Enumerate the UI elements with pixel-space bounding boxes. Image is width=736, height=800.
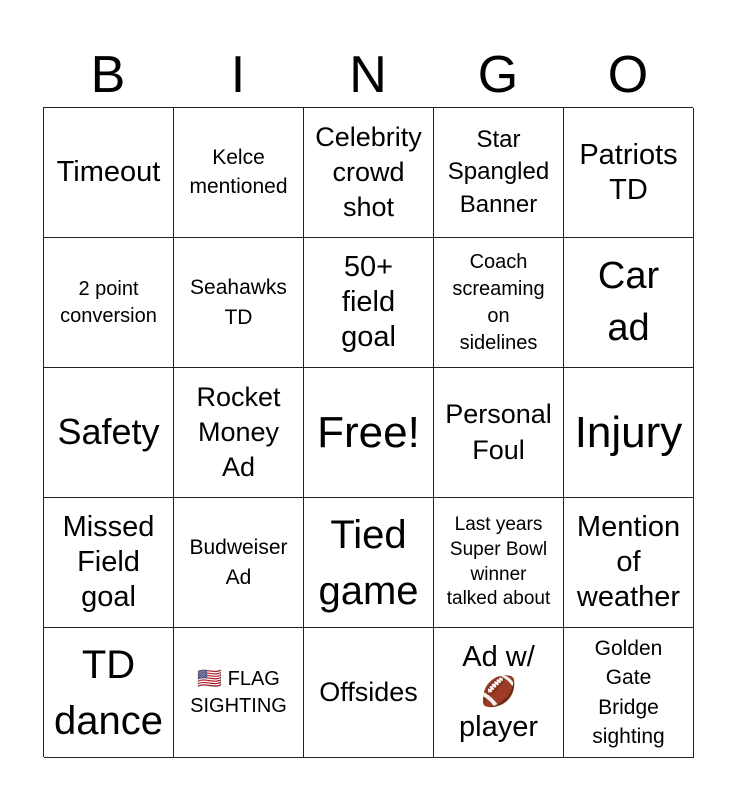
- bingo-cell[interactable]: [564, 628, 694, 758]
- bingo-cell[interactable]: [174, 368, 304, 498]
- cell-label: Offsides: [319, 676, 418, 707]
- bingo-cell[interactable]: [434, 498, 564, 628]
- bingo-cell[interactable]: [564, 498, 694, 628]
- cell-label: Injury: [574, 407, 683, 457]
- cell-label: Ad w/ 🏈 player: [459, 641, 538, 743]
- bingo-cell[interactable]: [434, 628, 564, 758]
- cell-label: Golden Gate Bridge sighting: [592, 636, 665, 748]
- cell-label: TD dance: [54, 642, 163, 743]
- cell-label: Missed Field goal: [62, 511, 155, 613]
- cell-label: 2 point conversion: [60, 277, 157, 327]
- bingo-cell[interactable]: [304, 628, 434, 758]
- cell-label: Patriots TD: [579, 138, 678, 206]
- bingo-cell[interactable]: [174, 108, 304, 238]
- cell-label: Budweiser Ad: [189, 536, 288, 589]
- bingo-cell[interactable]: [434, 238, 564, 368]
- bingo-cell[interactable]: [304, 498, 434, 628]
- cell-label: Rocket Money Ad: [196, 381, 281, 483]
- header-letter-o: O: [607, 46, 649, 104]
- bingo-cell[interactable]: [564, 108, 694, 238]
- bingo-cell[interactable]: [434, 368, 564, 498]
- free-space-cell[interactable]: [304, 368, 434, 498]
- header-letter-b: B: [90, 46, 126, 104]
- bingo-cell[interactable]: [44, 108, 174, 238]
- bingo-cell[interactable]: [564, 368, 694, 498]
- bingo-cell[interactable]: [564, 238, 694, 368]
- cell-label: Car ad: [597, 255, 660, 349]
- cell-label: Seahawks TD: [190, 276, 287, 329]
- bingo-card-grid: [43, 107, 693, 757]
- bingo-cell[interactable]: [44, 498, 174, 628]
- cell-label: Tied game: [318, 512, 419, 613]
- cell-label: Timeout: [56, 156, 161, 189]
- bingo-cell[interactable]: [174, 238, 304, 368]
- cell-label: Celebrity crowd shot: [315, 121, 422, 223]
- bingo-cell[interactable]: [304, 238, 434, 368]
- cell-label: 🇺🇸 FLAG SIGHTING: [190, 667, 287, 717]
- cell-label: 50+ field goal: [341, 251, 396, 353]
- bingo-header: [43, 42, 693, 108]
- bingo-cell[interactable]: [434, 108, 564, 238]
- cell-label: Star Spangled Banner: [447, 125, 550, 218]
- cell-label: Safety: [57, 411, 160, 453]
- cell-label: Mention of weather: [576, 511, 681, 613]
- cell-label: Kelce mentioned: [189, 146, 288, 198]
- header-letter-n: N: [349, 46, 387, 104]
- header-letter-i: I: [230, 46, 246, 104]
- bingo-cell[interactable]: [174, 498, 304, 628]
- bingo-cell[interactable]: [44, 238, 174, 368]
- bingo-cell[interactable]: [174, 628, 304, 758]
- cell-label: Personal Foul: [445, 399, 552, 465]
- cell-label: Free!: [317, 407, 420, 457]
- bingo-cell[interactable]: [304, 108, 434, 238]
- header-letter-g: G: [477, 46, 519, 104]
- bingo-cell[interactable]: [44, 628, 174, 758]
- bingo-cell[interactable]: [44, 368, 174, 498]
- cell-label: Last years Super Bowl winner talked about: [446, 514, 551, 610]
- cell-label: Coach screaming on sidelines: [452, 250, 545, 354]
